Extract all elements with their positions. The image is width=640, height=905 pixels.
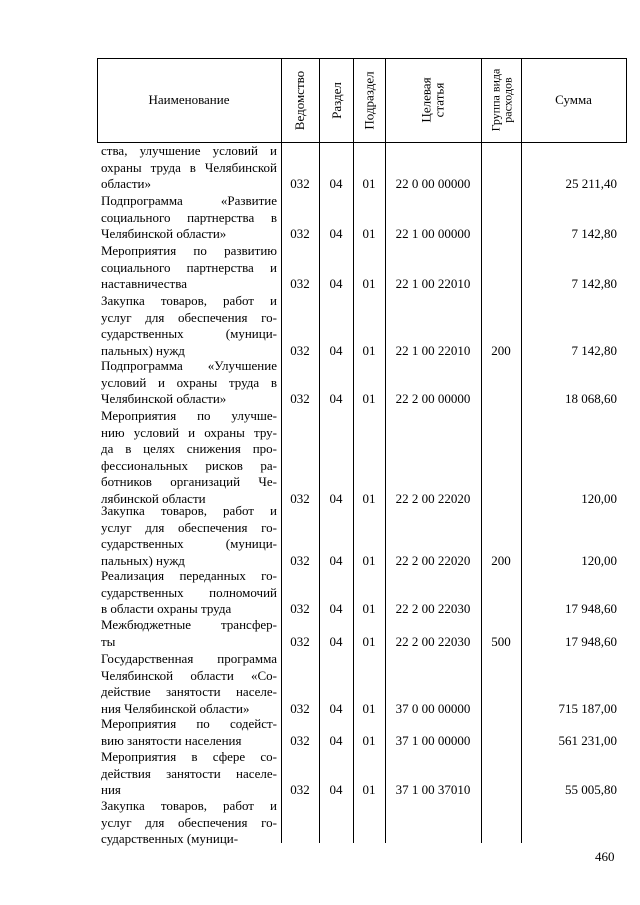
row-sum: 561 231,00 xyxy=(558,732,617,748)
row-sum: 17 948,60 xyxy=(565,601,617,616)
row-target-article: 22 2 00 00000 xyxy=(395,391,471,406)
row-name-line: Мероприятия по улучше- xyxy=(101,408,277,423)
row-subsection: 01 xyxy=(362,391,376,406)
row-target-article: 22 2 00 22030 xyxy=(395,633,471,649)
row-name-line: ботников организаций Че- xyxy=(101,474,277,489)
table-row xyxy=(97,716,627,749)
row-department: 032 xyxy=(290,782,310,797)
row-subsection: 01 xyxy=(362,601,376,616)
row-department: 032 xyxy=(290,552,310,568)
row-expense-group: 500 xyxy=(491,633,511,649)
table-row xyxy=(97,798,627,848)
row-target-article: 37 1 00 00000 xyxy=(395,732,471,748)
row-target-article: 22 1 00 22010 xyxy=(395,342,471,358)
row-name-line: действия занятости населе- xyxy=(101,765,277,781)
row-sum: 17 948,60 xyxy=(565,633,617,649)
row-section: 04 xyxy=(329,342,343,358)
row-subsection: 01 xyxy=(362,732,376,748)
table-row xyxy=(97,617,627,650)
table-row xyxy=(97,143,627,193)
table-row xyxy=(97,749,627,799)
row-sum: 7 142,80 xyxy=(571,276,617,291)
row-sum: 7 142,80 xyxy=(571,342,617,358)
row-subsection: 01 xyxy=(362,342,376,358)
row-name-line: Закупка товаров, работ и xyxy=(101,798,277,813)
row-sum: 25 211,40 xyxy=(565,176,617,191)
row-section: 04 xyxy=(329,490,343,506)
row-department: 032 xyxy=(290,176,310,191)
table-row xyxy=(97,243,627,293)
row-section: 04 xyxy=(329,700,343,716)
row-name-line: сударственных (муници- xyxy=(101,536,277,551)
row-name-line: ния xyxy=(101,782,121,797)
row-target-article: 37 0 00 00000 xyxy=(395,700,471,716)
row-name-line: Подпрограмма «Улучшение xyxy=(101,358,277,373)
row-name-line: услуг для обеспечения го- xyxy=(101,814,277,830)
row-section: 04 xyxy=(329,601,343,616)
row-name-line: Межбюджетные трансфер- xyxy=(101,617,277,632)
row-name-line: лябинской области xyxy=(101,490,206,506)
header-target-article: Целевая статья xyxy=(418,77,447,123)
row-department: 032 xyxy=(290,700,310,716)
row-name-line: Закупка товаров, работ и xyxy=(101,293,277,308)
row-subsection: 01 xyxy=(362,782,376,797)
row-subsection: 01 xyxy=(362,226,376,241)
row-name-line: охраны труда в Челябинской xyxy=(101,159,277,175)
row-name-line: услуг для обеспечения го- xyxy=(101,519,277,535)
row-name-line: сударственных (муници- xyxy=(101,831,239,846)
row-section: 04 xyxy=(329,732,343,748)
row-expense-group: 200 xyxy=(491,342,511,358)
row-sum: 18 068,60 xyxy=(565,391,617,406)
row-name-line: Челябинской области «Со- xyxy=(101,667,277,683)
row-department: 032 xyxy=(290,732,310,748)
row-sum: 7 142,80 xyxy=(571,226,617,241)
row-subsection: 01 xyxy=(362,276,376,291)
row-name-line: наставничества xyxy=(101,276,187,291)
row-name-line: Государственная программа xyxy=(101,651,277,666)
header-department: Ведомство xyxy=(292,70,308,130)
row-name-line: Мероприятия по содейст- xyxy=(101,716,277,731)
row-name-line: ты xyxy=(101,633,116,649)
row-name-line: условий и охраны труда в xyxy=(101,374,277,390)
row-name-line: области» xyxy=(101,176,151,191)
col-border xyxy=(626,58,627,143)
row-department: 032 xyxy=(290,342,310,358)
row-name-line: Челябинской области» xyxy=(101,391,227,406)
row-name-line: сударственных полномочий xyxy=(101,584,277,600)
row-department: 032 xyxy=(290,633,310,649)
row-subsection: 01 xyxy=(362,633,376,649)
table-row xyxy=(97,568,627,618)
header-expense-group: Группа вида расходов xyxy=(488,68,514,132)
row-target-article: 22 2 00 22020 xyxy=(395,490,471,506)
row-section: 04 xyxy=(329,552,343,568)
row-name-line: сударственных (муници- xyxy=(101,326,277,341)
row-target-article: 22 1 00 22010 xyxy=(395,276,471,291)
table-row xyxy=(97,193,627,243)
row-name-line: фессиональных рисков ра- xyxy=(101,457,277,473)
row-name-line: ния Челябинской области» xyxy=(101,700,250,716)
header-section: Раздел xyxy=(328,81,344,119)
row-subsection: 01 xyxy=(362,700,376,716)
row-name-line: Реализация переданных го- xyxy=(101,568,277,583)
row-department: 032 xyxy=(290,490,310,506)
row-name-line: услуг для обеспечения го- xyxy=(101,309,277,325)
header-sum: Сумма xyxy=(555,92,592,107)
row-name-line: Мероприятия по развитию xyxy=(101,243,277,258)
row-name-line: Мероприятия в сфере со- xyxy=(101,749,277,764)
row-department: 032 xyxy=(290,226,310,241)
row-name-line: ства, улучшение условий и xyxy=(101,143,277,158)
row-sum: 120,00 xyxy=(581,552,617,568)
row-name-line: социального партнерства в xyxy=(101,209,277,225)
row-name-line: действие занятости населе- xyxy=(101,684,277,699)
row-section: 04 xyxy=(329,276,343,291)
page-number: 460 xyxy=(595,849,615,864)
row-name-line: Подпрограмма «Развитие xyxy=(101,193,277,208)
row-name-line: вию занятости населения xyxy=(101,732,242,748)
row-section: 04 xyxy=(329,176,343,191)
row-target-article: 22 0 00 00000 xyxy=(395,176,471,191)
row-name-line: пальных) нужд xyxy=(101,342,185,358)
row-subsection: 01 xyxy=(362,552,376,568)
table-row xyxy=(97,503,627,569)
row-section: 04 xyxy=(329,782,343,797)
row-name-line: социального партнерства и xyxy=(101,259,277,275)
row-sum: 715 187,00 xyxy=(558,700,617,716)
row-department: 032 xyxy=(290,276,310,291)
row-department: 032 xyxy=(290,391,310,406)
row-target-article: 22 2 00 22020 xyxy=(395,552,471,568)
row-subsection: 01 xyxy=(362,490,376,506)
row-department: 032 xyxy=(290,601,310,616)
row-name-line: да в целях снижения про- xyxy=(101,441,277,456)
row-name-line: Закупка товаров, работ и xyxy=(101,503,277,518)
row-name-line: нию условий и охраны тру- xyxy=(101,424,277,440)
header-subsection: Подраздел xyxy=(361,70,377,130)
table-row xyxy=(97,293,627,359)
table-row xyxy=(97,408,627,507)
row-name-line: в области охраны труда xyxy=(101,601,232,616)
table-row xyxy=(97,358,627,408)
row-target-article: 22 1 00 00000 xyxy=(395,226,471,241)
row-subsection: 01 xyxy=(362,176,376,191)
table-row xyxy=(97,651,627,717)
row-target-article: 22 2 00 22030 xyxy=(395,601,471,616)
row-sum: 120,00 xyxy=(581,490,617,506)
row-name-line: Челябинской области» xyxy=(101,226,227,241)
row-section: 04 xyxy=(329,633,343,649)
row-name-line: пальных) нужд xyxy=(101,552,185,568)
row-sum: 55 005,80 xyxy=(565,782,617,797)
row-expense-group: 200 xyxy=(491,552,511,568)
header-name: Наименование xyxy=(148,92,230,107)
row-section: 04 xyxy=(329,226,343,241)
row-target-article: 37 1 00 37010 xyxy=(395,782,471,797)
row-section: 04 xyxy=(329,391,343,406)
